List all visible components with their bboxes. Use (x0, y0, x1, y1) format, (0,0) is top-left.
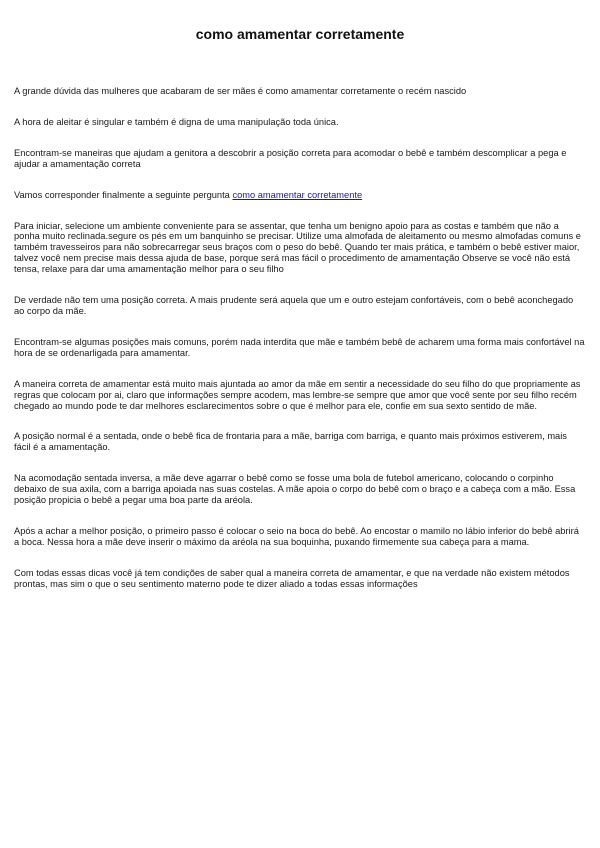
paragraph-10: Após a achar a melhor posição, o primeiro passo é colocar o seio na boca do bebê. Ao encostar o mamilo no lábio inferior do bebê abrirá a boca. Nessa hora a mãe deve inserir o máximo da aréola na sua boquinha, puxando firmemente sua cabeça para a mama. (14, 525, 579, 547)
paragraph-7: A maneira correta de amamentar está muito mais ajuntada ao amor da mãe em sentir a necessidade do seu filho do que propriamente as regras que colocam por ai, claro que informações sempre acodem, mas lembre-se sempre que amor que você sente por seu filho recém chegado ao mundo pode te dar melhores esclarecimentos sobre o que é melhor para ele, confie em sua sexto sentido de mãe. (14, 378, 581, 411)
link-paragraph-prefix: Vamos corresponder finalmente a seguinte pergunta (14, 189, 233, 200)
paragraph-1: A grande dúvida das mulheres que acabaram de ser mães é como amamentar corretamente o recém nascido (14, 86, 467, 96)
paragraph-8: A posição normal é a sentada, onde o bebê fica de frontaria para a mãe, barriga com barriga, e quanto mais próximos estiverem, mais fácil é a amamentação. (14, 431, 567, 453)
paragraph-2: A hora de aleitar é singular e também é digna de uma manipulação toda única. (14, 116, 339, 127)
paragraph-3: Encontram-se maneiras que ajudam a genitora a descobrir a posição correta para acomodar o bebê e também descomplicar a pega e ajudar a amamentação correta (14, 147, 567, 169)
paragraph-6: Encontram-se algumas posições mais comuns, porém nada interdita que mãe e também bebê de acharem uma forma mais confortável na hora de se ordenarligada para amamentar. (14, 336, 585, 358)
paragraph-4: Para iniciar, selecione um ambiente conveniente para se assentar, que tenha um benigno apoio para as costas e também que não a ponha muito reclinada.segure os pés em um banquinho se precisar. Utilize uma almofada de aleitamento ou mesmo almofadas comuns e também travesseiros para não sobrecarregar seus braços com o peso do bebê. Quando ter mais prática, e também o bebê estiver maior, talvez você nem precise mais dessa ajuda de base, porque será mas fácil o procedimento de amamentação Observe se você não está tensa, relaxe para dar uma amamentação melhor para o seu filho (14, 220, 581, 275)
page-title: como amamentar corretamente (195, 26, 405, 42)
paragraph-9: Na acomodação sentada inversa, a mãe deve agarrar o bebê como se fosse uma bola de futebol americano, colocando o corpinho debaixo de sua axila, com a barriga apoiada nas suas costelas. A mãe apoia o corpo do bebê com o braço e a cabeça com a mão. Essa posição propicia o bebê a pegar uma boa parte da aréola. (14, 473, 576, 506)
article-link[interactable]: como amamentar corretamente (232, 189, 363, 200)
paragraph-5: De verdade não tem uma posição correta. A mais prudente será aquela que um e outro estejam confortáveis, com o bebê aconchegado ao corpo da mãe. (14, 295, 574, 316)
article-body (14, 86, 586, 590)
paragraph-11: Com todas essas dicas você já tem condições de saber qual a maneira correta de amamentar, e que na verdade não existem métodos prontas, mas sim o que o seu sentimento materno pode te dizer aliado a todas essas informações (14, 567, 570, 589)
paragraph-link (14, 190, 586, 201)
